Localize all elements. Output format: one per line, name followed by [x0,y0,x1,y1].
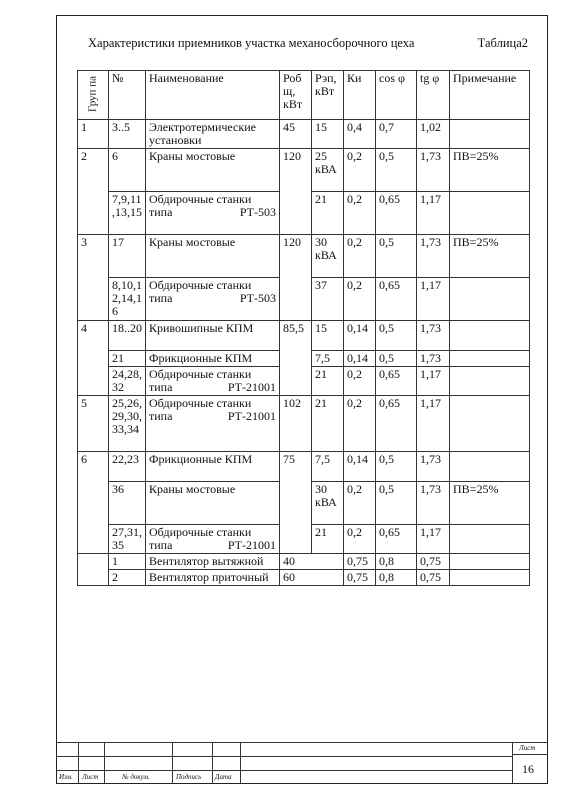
cell-cos: 0,5 [376,351,417,367]
cell-ptotal: 60 [280,570,344,586]
cell-cos: 0,65 [376,525,417,554]
cell-pem: 30 кВА [312,235,344,278]
table-row [78,120,530,149]
cell-num: 17 [109,235,146,278]
cell-num: 3..5 [109,120,146,149]
cell-num: 7,9,11,13,15 [109,192,146,235]
cell-name: Обдирочные станки типа РТ-21001 [146,396,280,452]
cell-ki: 0,2 [344,525,376,554]
cell-note [450,367,530,396]
cell-num: 22,23 [109,452,146,482]
cell-cos: 0,65 [376,192,417,235]
cell-ptotal: 85,5 [280,321,312,396]
cell-ptotal: 45 [280,120,312,149]
cell-tg: 1,73 [417,351,450,367]
header-name: Наименование [146,71,280,120]
cell-tg: 1,73 [417,321,450,351]
header-note: Примечание [450,71,530,120]
title-block [56,742,548,784]
cell-cos: 0,5 [376,149,417,192]
cell-ki: 0,2 [344,482,376,525]
cell-num: 2 [109,570,146,586]
cell-name: Электротермические установки [146,120,280,149]
cell-ki: 0,2 [344,235,376,278]
cell-note [450,554,530,570]
cell-ki: 0,2 [344,192,376,235]
cell-group: 3 [78,235,109,321]
header-cos: cos φ [376,71,417,120]
cell-group: 2 [78,149,109,235]
cell-group: 4 [78,321,109,396]
cell-note [450,396,530,452]
table-row [78,396,530,452]
cell-cos: 0,5 [376,321,417,351]
cell-name: Краны мостовые [146,482,280,525]
cell-tg: 1,73 [417,149,450,192]
cell-cos: 0,65 [376,278,417,321]
table-caption [88,36,528,51]
cell-note [450,120,530,149]
cell-tg: 0,75 [417,554,450,570]
cell-name: Краны мостовые [146,235,280,278]
table-title: Характеристики приемников участка механосборочного цеха [88,36,415,50]
table-row [78,570,530,586]
cell-cos: 0,5 [376,235,417,278]
cell-group: 6 [78,452,109,554]
cell-cos: 0,8 [376,570,417,586]
cell-tg: 1,17 [417,278,450,321]
cell-cos: 0,7 [376,120,417,149]
table-row [78,149,530,192]
table-row [78,235,530,278]
cell-pem: 7,5 [312,452,344,482]
stamp-podpis-label: Подпись [176,773,202,781]
header-ki: Ки [344,71,376,120]
table-row [78,452,530,482]
header-tg: tg φ [417,71,450,120]
stamp-list-label: Лист [82,773,99,781]
cell-ki: 0,2 [344,278,376,321]
cell-tg: 1,02 [417,120,450,149]
cell-num: 18..20 [109,321,146,351]
cell-pem: 30 кВА [312,482,344,525]
cell-name: Обдирочные станки типа РТ-21001 [146,367,280,396]
cell-cos: 0,5 [376,452,417,482]
cell-name: Вентилятор вытяжной [146,554,280,570]
header-group: Груп па [78,71,109,120]
cell-pem: 21 [312,396,344,452]
cell-pem: 21 [312,367,344,396]
cell-cos: 0,5 [376,482,417,525]
cell-num: 27,31,35 [109,525,146,554]
cell-num: 24,28, 32 [109,367,146,396]
cell-ptotal: 120 [280,235,312,321]
cell-name: Обдирочные станки типа РТ-503 [146,192,280,235]
cell-name: Краны мостовые [146,149,280,192]
cell-note: ПВ=25% [450,482,530,525]
header-num: № [109,71,146,120]
cell-note [450,278,530,321]
cell-ki: 0,2 [344,396,376,452]
cell-name: Кривошипные КПМ [146,321,280,351]
cell-ki: 0,75 [344,570,376,586]
cell-ki: 0,14 [344,321,376,351]
cell-ptotal: 75 [280,452,312,554]
cell-note: ПВ=25% [450,149,530,192]
cell-name: Вентилятор приточный [146,570,280,586]
cell-pem: 7,5 [312,351,344,367]
cell-note [450,192,530,235]
cell-num: 8,10,12,14,16 [109,278,146,321]
cell-tg: 1,73 [417,235,450,278]
cell-ki: 0,14 [344,351,376,367]
cell-cos: 0,65 [376,367,417,396]
cell-tg: 1,17 [417,525,450,554]
table-row [78,321,530,351]
cell-ki: 0,2 [344,149,376,192]
stamp-izm-label: Изм. [59,773,73,781]
cell-note: ПВ=25% [450,235,530,278]
cell-ki: 0,4 [344,120,376,149]
cell-name: Фрикционные КПМ [146,351,280,367]
cell-tg: 1,17 [417,367,450,396]
cell-num: 36 [109,482,146,525]
stamp-dokum-label: № докум. [122,773,150,781]
header-ptotal: Робщ, кВт [280,71,312,120]
cell-cos: 0,65 [376,396,417,452]
cell-ptotal: 40 [280,554,344,570]
cell-pem: 21 [312,525,344,554]
cell-ki: 0,75 [344,554,376,570]
cell-ki: 0,14 [344,452,376,482]
stamp-data-label: Дата [215,773,232,781]
cell-pem: 15 [312,120,344,149]
cell-ki: 0,2 [344,367,376,396]
sheet-number: 16 [522,762,534,776]
cell-pem: 21 [312,192,344,235]
stamp-sheet-label: Лист [519,744,536,752]
cell-tg: 1,73 [417,452,450,482]
table-number: Таблица2 [477,36,528,50]
cell-group [78,554,109,586]
cell-pem: 15 [312,321,344,351]
cell-note [450,351,530,367]
cell-tg: 1,17 [417,192,450,235]
cell-num: 1 [109,554,146,570]
cell-num: 25,26,29,30,33,34 [109,396,146,452]
header-row [78,71,530,120]
cell-name: Фрикционные КПМ [146,452,280,482]
cell-tg: 1,17 [417,396,450,452]
cell-note [450,452,530,482]
cell-pem: 37 [312,278,344,321]
cell-pem: 25 кВА [312,149,344,192]
cell-name: Обдирочные станки типа РТ-21001 [146,525,280,554]
cell-tg: 1,73 [417,482,450,525]
cell-cos: 0,8 [376,554,417,570]
cell-note [450,321,530,351]
cell-group: 5 [78,396,109,452]
table-row [78,554,530,570]
cell-note [450,570,530,586]
cell-name: Обдирочные станки типа РТ-503 [146,278,280,321]
cell-note [450,525,530,554]
cell-tg: 0,75 [417,570,450,586]
cell-ptotal: 102 [280,396,312,452]
cell-group: 1 [78,120,109,149]
cell-ptotal: 120 [280,149,312,235]
header-pem: Рэп, кВт [312,71,344,120]
receivers-table [77,70,530,586]
cell-num: 21 [109,351,146,367]
cell-num: 6 [109,149,146,192]
